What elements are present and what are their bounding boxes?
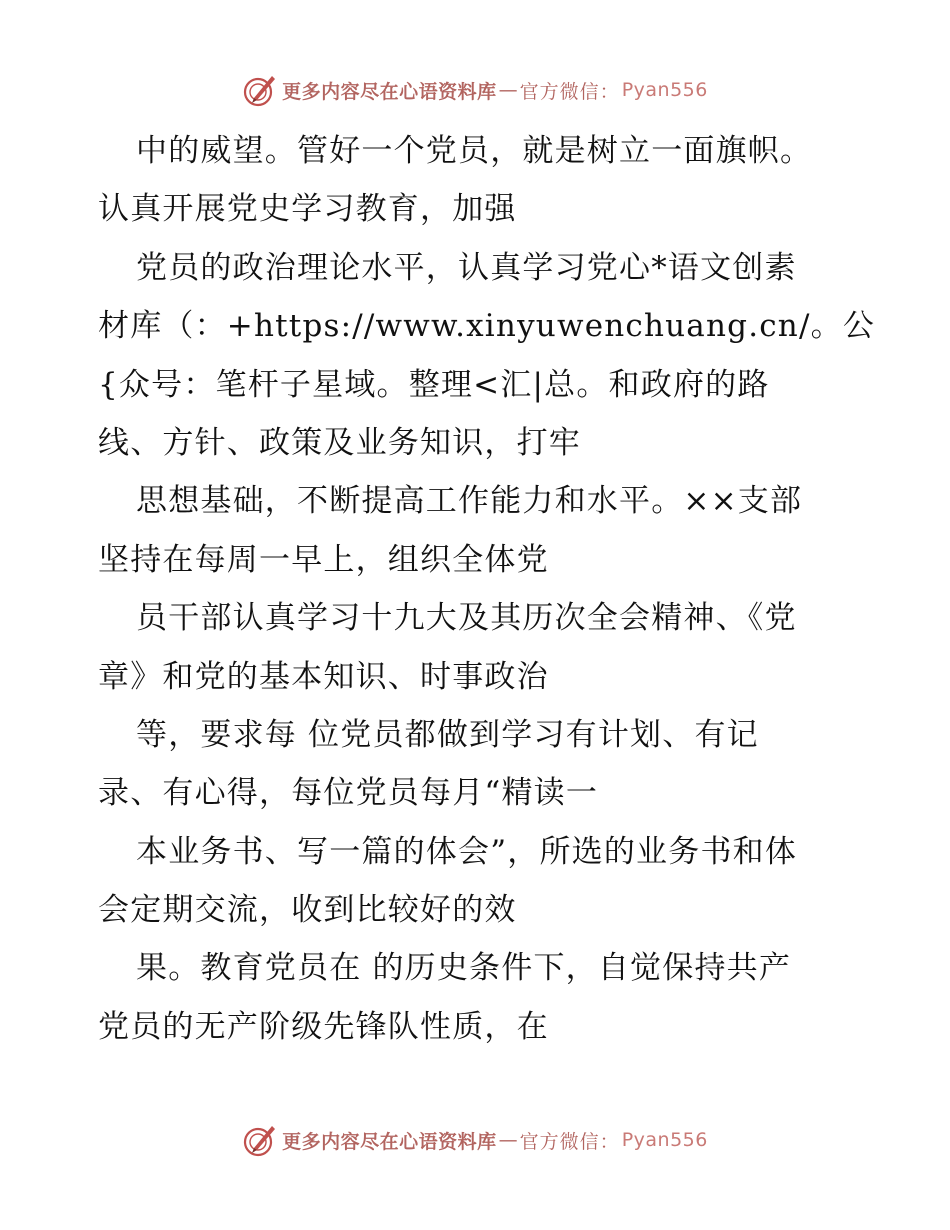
banner-wechat-label: 官方微信：	[519, 1130, 620, 1153]
banner-site-text: 更多内容尽在心语资料库	[282, 1130, 497, 1153]
body-line: 党员的政治理论水平，认真学习党心*语文创素	[136, 249, 797, 286]
body-line: 党员的无产阶级先锋队性质，在	[98, 1008, 549, 1045]
footer-banner	[0, 1120, 950, 1160]
body-line: 线、方针、政策及业务知识，打牢	[98, 424, 581, 461]
body-line: 坚持在每周一早上，组织全体党	[98, 541, 549, 578]
body-line: 会定期交流，收到比较好的效	[98, 892, 517, 929]
body-line: 认真开展党史学习教育，加强	[98, 191, 517, 228]
banner-separator: —	[498, 79, 518, 101]
quill-pen-logo-icon	[242, 1122, 278, 1158]
body-line: 录、有心得，每位党员每月“精读一	[98, 775, 599, 812]
body-line: 等，要求每 位党员都做到学习有计划、有记	[136, 716, 759, 753]
body-line: 果。教育党员在 的历史条件下，自觉保持共产	[136, 950, 792, 987]
banner-wechat-label: 官方微信：	[519, 80, 620, 103]
banner-wechat-id: Pyan556	[621, 1129, 708, 1151]
body-line: {众号：笔杆子星域。整理<汇|总。和政府的路	[98, 366, 770, 403]
body-line: 思想基础，不断提高工作能力和水平。××支部	[136, 483, 803, 520]
banner-site-text: 更多内容尽在心语资料库	[282, 80, 497, 103]
quill-pen-logo-icon	[242, 72, 278, 108]
body-line: 材库（：+https://www.xinyuwenchuang.cn/。公	[98, 308, 876, 345]
header-banner	[0, 70, 950, 110]
body-line: 本业务书、写一篇的体会”，所选的业务书和体	[136, 833, 798, 870]
body-line: 中的威望。管好一个党员，就是树立一面旗帜。	[136, 133, 813, 169]
body-line: 章》和党的基本知识、时事政治	[98, 658, 549, 695]
document-body	[98, 122, 878, 1056]
banner-separator: —	[498, 1129, 518, 1151]
banner-wechat-id: Pyan556	[621, 79, 708, 101]
body-line: 员干部认真学习十九大及其历次全会精神、《党	[136, 600, 797, 637]
